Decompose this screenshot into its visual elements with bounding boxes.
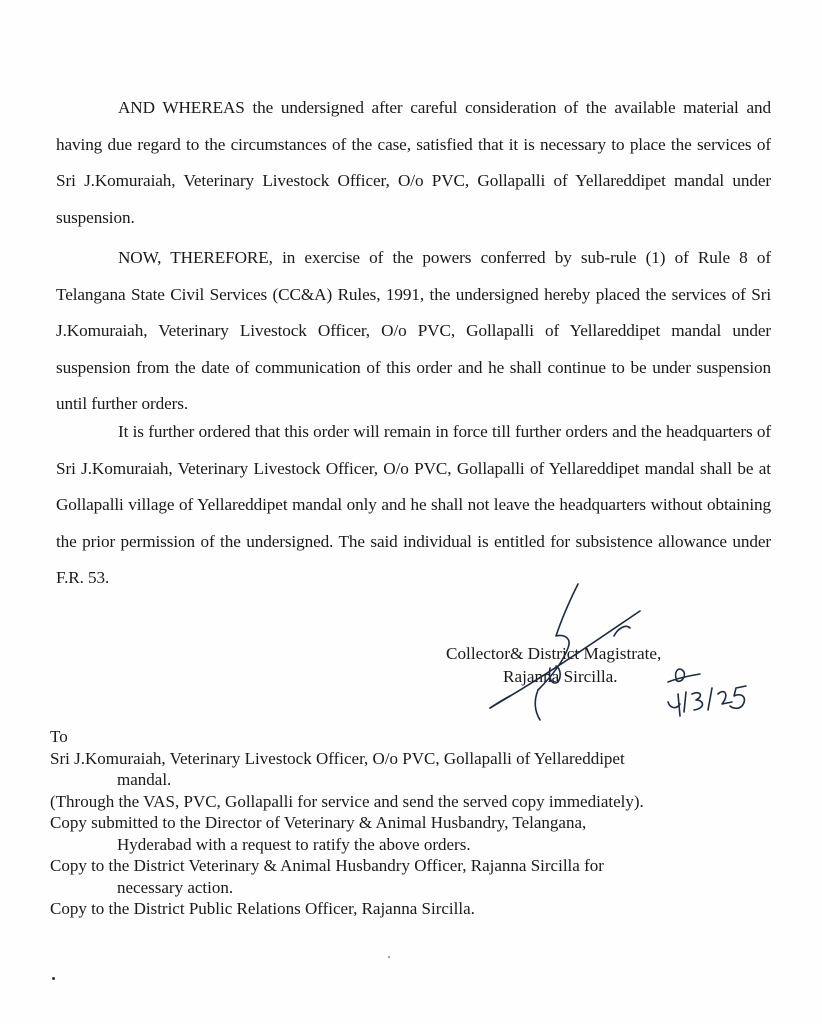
svg-text:4/3/25: 4/3/25 <box>668 714 671 715</box>
through-note: (Through the VAS, PVC, Gollapalli for service and send the served copy immediately). <box>50 791 644 811</box>
paragraph-whereas: AND WHEREAS the undersigned after careful consideration of the available material and having due regard to the circumstances of the case, satisfied that it is necessary to place the services of Sri J.Komuraiah, Veterinary Livestock Officer, O/o PVC, Gollapalli of Yellareddipet mandal under suspension. <box>56 98 771 227</box>
scan-speck <box>52 977 55 980</box>
distribution-list <box>50 726 790 920</box>
copy-director: Copy submitted to the Director of Veterinary & Animal Husbandry, Telangana, <box>50 813 587 832</box>
recipient-line-continued: mandal. <box>117 770 172 789</box>
paragraph-therefore: NOW, THEREFORE, in exercise of the powers conferred by sub-rule (1) of Rule 8 of Telangana State Civil Services (CC&A) Rules, 1991, the undersigned hereby placed the services of Sri J.Komuraiah, Veterinary Livestock Officer, O/o PVC, Gollapalli of Yellareddipet mandal under suspension from the date of communication of this order and he shall continue to be under suspension until further orders. <box>56 248 771 414</box>
scan-speck <box>388 956 390 958</box>
copy-public-relations-officer: Copy to the District Public Relations Officer, Rajanna Sircilla. <box>50 899 475 918</box>
copy-district-veterinary-officer-continued: necessary action. <box>117 877 234 897</box>
copy-district-veterinary-officer: Copy to the District Veterinary & Animal Husbandry Officer, Rajanna Sircilla for <box>50 856 604 875</box>
signature-block <box>446 642 746 688</box>
paragraph-further-ordered: It is further ordered that this order will remain in force till further orders and the headquarters of Sri J.Komuraiah, Veterinary Livestock Officer, O/o PVC, Gollapalli of Yellareddipet mandal shall be at Gollapalli village of Yellareddipet mandal only and he shall not leave the headquarters without obtaining the prior permission of the undersigned. The said individual is entitled for subsistence allowance under F.R. 53. <box>56 422 771 588</box>
signatory-designation: Collector& District Magistrate, <box>446 644 662 663</box>
recipient-line: Sri J.Komuraiah, Veterinary Livestock Officer, O/o PVC, Gollapalli of Yellareddipet <box>50 748 625 768</box>
signatory-district: Rajanna Sircilla. <box>503 667 618 686</box>
to-label: To <box>50 727 68 746</box>
copy-director-continued: Hyderabad with a request to ratify the above orders. <box>117 834 471 854</box>
